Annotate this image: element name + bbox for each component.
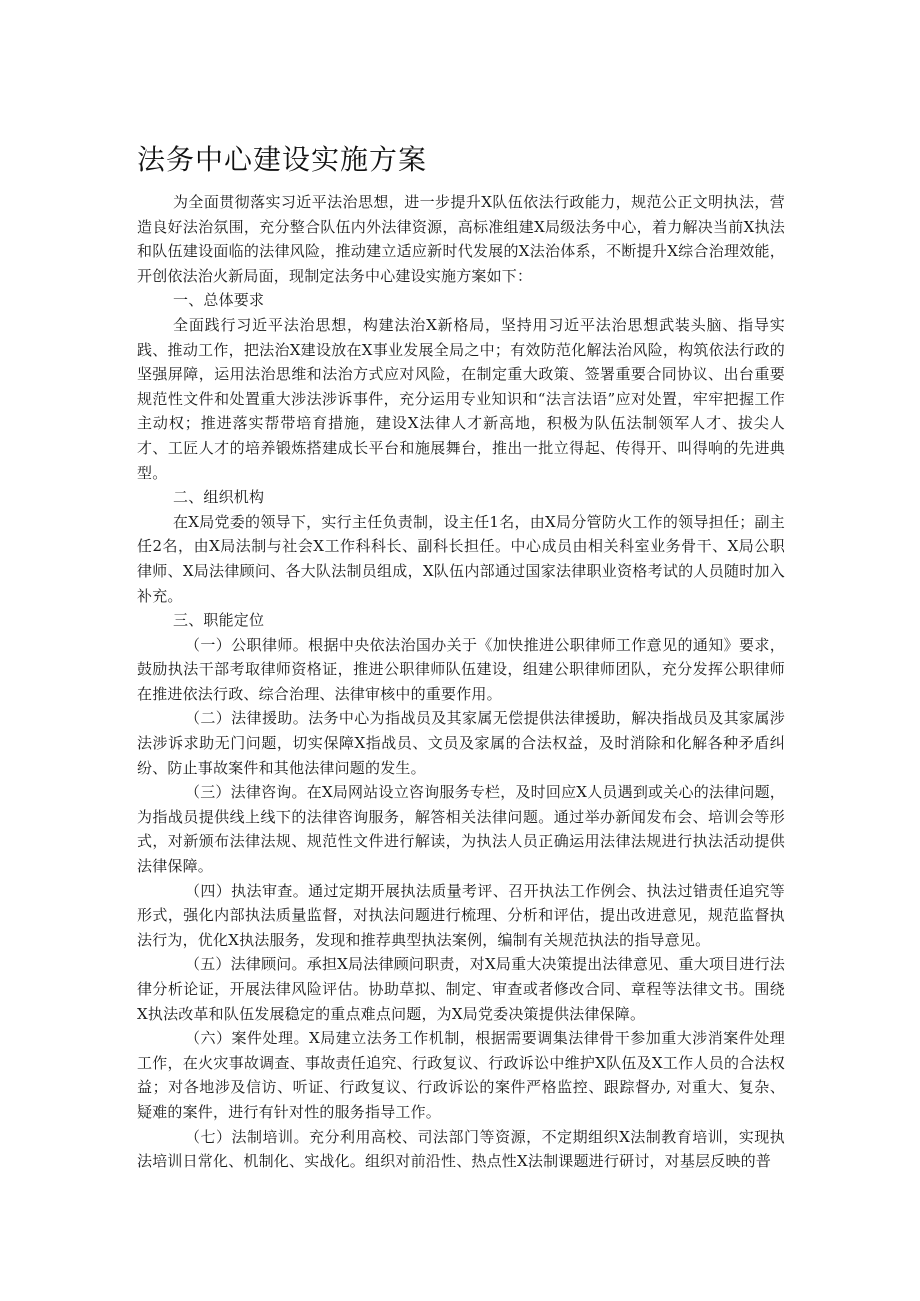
section-heading-organization: 二、组织机构	[173, 488, 265, 507]
general-requirements-paragraph: 全面践行习近平法治思想，构建法治X新格局，坚持用习近平法治思想武装头脑、指导实践、推动工作，把法治X建设放在X事业发展全局之中；有效防范化解法治风险，构筑依法行政的坚强屏障，运用法治思维和法治方式应对风险，在制定重大政策、签署重要合同协议、出台重要规范性文件和处置重大涉法涉诉事件，充分运用专业知识和“法言法语”应对处置，牢牢把握工作主动权；推进落实帮带培育措施，建设X法律人才新高地，积极为队伍法制领军人才、拔尖人才、工匠人才的培养锻炼搭建成长平台和施展舞台，推出一批立得起、传得开、叫得响的先进典型。	[137, 315, 785, 482]
section-heading-general-requirements: 一、总体要求	[173, 291, 265, 310]
function-item-legal-training: （七）法制培训。充分利用高校、司法部门等资源，不定期组织X法制教育培训，实现执法培训日常化、机制化、实战化。组织对前沿性、热点性X法制课题进行研讨，对基层反映的普	[137, 1127, 785, 1171]
function-item-legal-aid: （二）法律援助。法务中心为指战员及其家属无偿提供法律援助，解决指战员及其家属涉法涉诉求助无门问题，切实保障X指战员、文员及家属的合法权益，及时消除和化解各种矛盾纠纷、防止事故案件和其他法律问题的发生。	[137, 709, 785, 777]
document-body	[137, 190, 785, 1174]
function-item-law-enforcement-review: （四）执法审查。通过定期开展执法质量考评、召开执法工作例会、执法过错责任追究等形式，强化内部执法质量监督，对执法问题进行梳理、分析和评估，提出改进意见，规范监督执法行为，优化X执法服务，发现和推荐典型执法案例，编制有关规范执法的指导意见。	[137, 881, 785, 949]
document-title: 法务中心建设实施方案	[137, 143, 428, 176]
intro-paragraph: 为全面贯彻落实习近平法治思想，进一步提升X队伍依法行政能力，规范公正文明执法，营造良好法治氛围，充分整合队伍内外法律资源，高标准组建X局级法务中心，着力解决当前X执法和队伍建设面临的法律风险，推动建立适应新时代发展的X法治体系，不断提升X综合治理效能，开创依法治火新局面，现制定法务中心建设实施方案如下：	[137, 193, 785, 285]
section-heading-functions: 三、职能定位	[173, 611, 265, 630]
function-item-public-lawyer: （一）公职律师。根据中央依法治国办关于《加快推进公职律师工作意见的通知》要求，鼓励执法干部考取律师资格证，推进公职律师队伍建设，组建公职律师团队，充分发挥公职律师在推进依法行政、综合治理、法律审核中的重要作用。	[137, 635, 785, 703]
organization-paragraph: 在X局党委的领导下，实行主任负责制，设主任1名，由X局分管防火工作的领导担任；副主任2名，由X局法制与社会X工作科科长、副科长担任。中心成员由相关科室业务骨干、X局公职律师、X局法律顾问、各大队法制员组成，X队伍内部通过国家法律职业资格考试的人员随时加入补充。	[137, 512, 785, 605]
function-item-case-handling: （六）案件处理。X局建立法务工作机制，根据需要调集法律骨干参加重大涉消案件处理工作，在火灾事故调查、事故责任追究、行政复议、行政诉讼中维护X队伍及X工作人员的合法权益；对各地涉及信访、听证、行政复议、行政诉讼的案件严格监控、跟踪督办, 对重大、复杂、疑难的案件，进行有针对性的服务指导工作。	[137, 1029, 785, 1121]
function-item-legal-advisor: （五）法律顾问。承担X局法律顾问职责，对X局重大决策提出法律意见、重大项目进行法律分析论证，开展法律风险评估。协助草拟、制定、审查或者修改合同、章程等法律文书。围绕X执法改革和队伍发展稳定的重点难点问题，为X局党委决策提供法律保障。	[137, 955, 785, 1023]
function-item-legal-consultation: （三）法律咨询。在X局网站设立咨询服务专栏，及时回应X人员遇到或关心的法律问题，为指战员提供线上线下的法律咨询服务，解答相关法律问题。通过举办新闻发布会、培训会等形式，对新颁布法律法规、规范性文件进行解读，为执法人员正确运用法律法规进行执法活动提供法律保障。	[137, 783, 785, 876]
